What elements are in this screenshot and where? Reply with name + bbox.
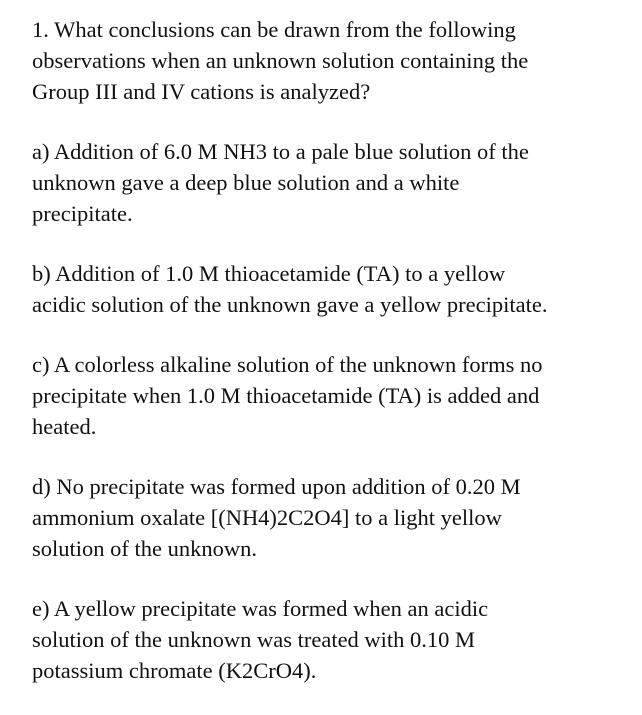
question-paragraph <box>32 14 622 107</box>
part-a-line: precipitate. <box>32 201 133 226</box>
part-a-line: a) Addition of 6.0 M NH3 to a pale blue solution of the <box>32 139 529 164</box>
part-b-line: b) Addition of 1.0 M thioacetamide (TA) to a yellow <box>32 261 506 286</box>
part-c-line: precipitate when 1.0 M thioacetamide (TA) is added and <box>32 383 540 408</box>
part-d-line: solution of the unknown. <box>32 536 257 561</box>
part-d-line: ammonium oxalate [(NH4)2C2O4] to a light yellow <box>32 505 502 530</box>
question-line: observations when an unknown solution containing the <box>32 48 529 73</box>
part-b-paragraph <box>32 258 622 320</box>
question-line: 1. What conclusions can be drawn from the following <box>32 17 516 42</box>
part-e-line: solution of the unknown was treated with 0.10 M <box>32 627 476 652</box>
part-c-paragraph <box>32 349 622 442</box>
part-d-line: d) No precipitate was formed upon addition of 0.20 M <box>32 474 521 499</box>
part-c-line: heated. <box>32 414 97 439</box>
part-c-line: c) A colorless alkaline solution of the unknown forms no <box>32 352 543 377</box>
part-b-line: acidic solution of the unknown gave a yellow precipitate. <box>32 292 548 317</box>
part-a-paragraph <box>32 136 622 229</box>
part-d-paragraph <box>32 471 622 564</box>
part-e-line: potassium chromate (K2CrO4). <box>32 658 317 683</box>
part-e-line: e) A yellow precipitate was formed when an acidic <box>32 596 489 621</box>
document <box>32 14 622 715</box>
part-e-paragraph <box>32 593 622 686</box>
part-a-line: unknown gave a deep blue solution and a white <box>32 170 460 195</box>
question-line: Group III and IV cations is analyzed? <box>32 79 371 104</box>
